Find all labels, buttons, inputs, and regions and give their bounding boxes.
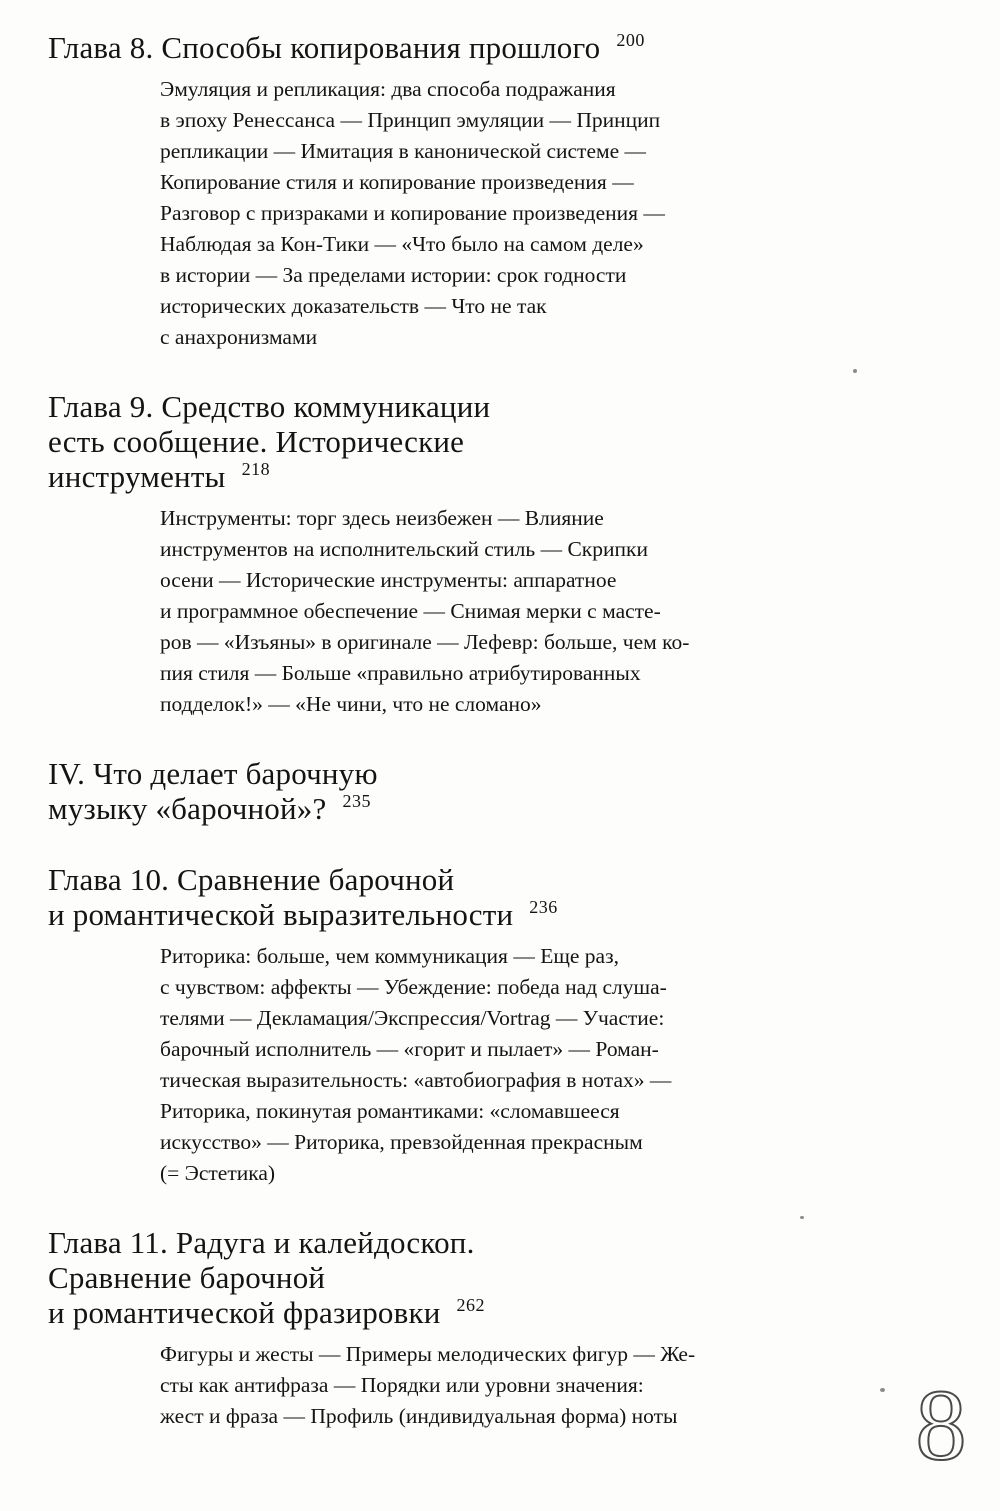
toc-entry-page-number: 218 xyxy=(241,459,271,479)
toc-summary-line: тическая выразительность: «автобиография в нотах» — xyxy=(160,1068,672,1092)
toc-summary-line: ров — «Изъяны» в оригинале — Лефевр: больше, чем ко- xyxy=(160,630,690,654)
toc-summary-line: жест и фраза — Профиль (индивидуальная форма) ноты xyxy=(160,1404,678,1428)
toc-entry-heading xyxy=(48,389,920,494)
toc-summary-line: Разговор с призраками и копирование произведения — xyxy=(160,201,665,225)
toc-entry-page-number: 262 xyxy=(456,1295,486,1315)
toc-summary-line: искусство» — Риторика, превзойденная прекрасным xyxy=(160,1130,643,1154)
toc-entry-heading xyxy=(48,30,920,65)
toc-heading-line: IV. Что делает барочную xyxy=(48,756,378,791)
toc-heading-line: музыку «барочной»? 235 xyxy=(48,791,371,826)
toc-heading-line: Сравнение барочной xyxy=(48,1260,326,1295)
toc-heading-line: и романтической выразительности 236 xyxy=(48,897,558,932)
toc-summary-line: барочный исполнитель — «горит и пылает» — Роман- xyxy=(160,1037,659,1061)
toc-entry-heading xyxy=(48,862,920,932)
page-number-glyph: 8 xyxy=(915,1373,967,1477)
toc-entry-heading xyxy=(48,756,920,826)
toc-entry-page-number: 235 xyxy=(342,791,371,811)
toc-entry-summary xyxy=(160,74,920,353)
toc-entry-summary xyxy=(160,503,920,720)
scan-speck xyxy=(853,369,857,373)
toc-summary-line: Фигуры и жесты — Примеры мелодических фигур — Же- xyxy=(160,1342,696,1366)
toc-summary-line: с анахронизмами xyxy=(160,325,318,349)
page-number xyxy=(910,1373,972,1477)
toc-summary-line: сты как антифраза — Порядки или уровни значения: xyxy=(160,1373,644,1397)
toc-heading-line: Глава 11. Радуга и калейдоскоп. xyxy=(48,1225,475,1260)
toc-summary-line: исторических доказательств — Что не так xyxy=(160,294,547,318)
toc-summary-line: Инструменты: торг здесь неизбежен — Влияние xyxy=(160,506,604,530)
toc-heading-line: инструменты 218 xyxy=(48,459,271,494)
scan-speck xyxy=(880,1388,885,1392)
toc-summary-line: Копирование стиля и копирование произведения — xyxy=(160,170,634,194)
toc-entry xyxy=(48,30,920,353)
toc-heading-line: и романтической фразировки 262 xyxy=(48,1295,486,1330)
toc-summary-line: с чувством: аффекты — Убеждение: победа над слуша- xyxy=(160,975,667,999)
scan-speck xyxy=(800,1216,804,1219)
toc-heading-line: Глава 10. Сравнение барочной xyxy=(48,862,455,897)
toc-entry xyxy=(48,1225,920,1432)
toc-heading-line: есть сообщение. Исторические xyxy=(48,424,465,459)
toc-summary-line: Риторика, покинутая романтиками: «сломавшееся xyxy=(160,1099,620,1123)
toc-entry-summary xyxy=(160,1339,920,1432)
toc-summary-line: в истории — За пределами истории: срок годности xyxy=(160,263,627,287)
toc-summary-line: подделок!» — «Не чини, что не сломано» xyxy=(160,692,542,716)
toc-entry-summary xyxy=(160,941,920,1189)
toc-entry-page-number: 236 xyxy=(529,897,558,917)
toc-summary-line: в эпоху Ренессанса — Принцип эмуляции — Принцип xyxy=(160,108,661,132)
toc-entry-page-number: 200 xyxy=(616,30,645,50)
toc-heading-line: Глава 9. Средство коммуникации xyxy=(48,389,491,424)
toc-summary-line: телями — Декламация/Экспрессия/Vortrag — Участие: xyxy=(160,1006,665,1030)
toc-summary-line: Эмуляция и репликация: два способа подражания xyxy=(160,77,616,101)
toc-entry xyxy=(48,756,920,826)
toc-entry-heading xyxy=(48,1225,920,1330)
toc-summary-line: осени — Исторические инструменты: аппаратное xyxy=(160,568,617,592)
toc-summary-line: Наблюдая за Кон-Тики — «Что было на самом деле» xyxy=(160,232,644,256)
toc-summary-line: инструментов на исполнительский стиль — Скрипки xyxy=(160,537,648,561)
toc-summary-line: (= Эстетика) xyxy=(160,1161,276,1185)
toc-summary-line: репликации — Имитация в канонической системе — xyxy=(160,139,647,163)
toc-summary-line: и программное обеспечение — Снимая мерки с масте- xyxy=(160,599,661,623)
toc-summary-line: Риторика: больше, чем коммуникация — Еще раз, xyxy=(160,944,619,968)
toc-entry xyxy=(48,862,920,1189)
toc-heading-line: Глава 8. Способы копирования прошлого 200 xyxy=(48,30,645,65)
toc-entry xyxy=(48,389,920,720)
toc-summary-line: пия стиля — Больше «правильно атрибутированных xyxy=(160,661,641,685)
